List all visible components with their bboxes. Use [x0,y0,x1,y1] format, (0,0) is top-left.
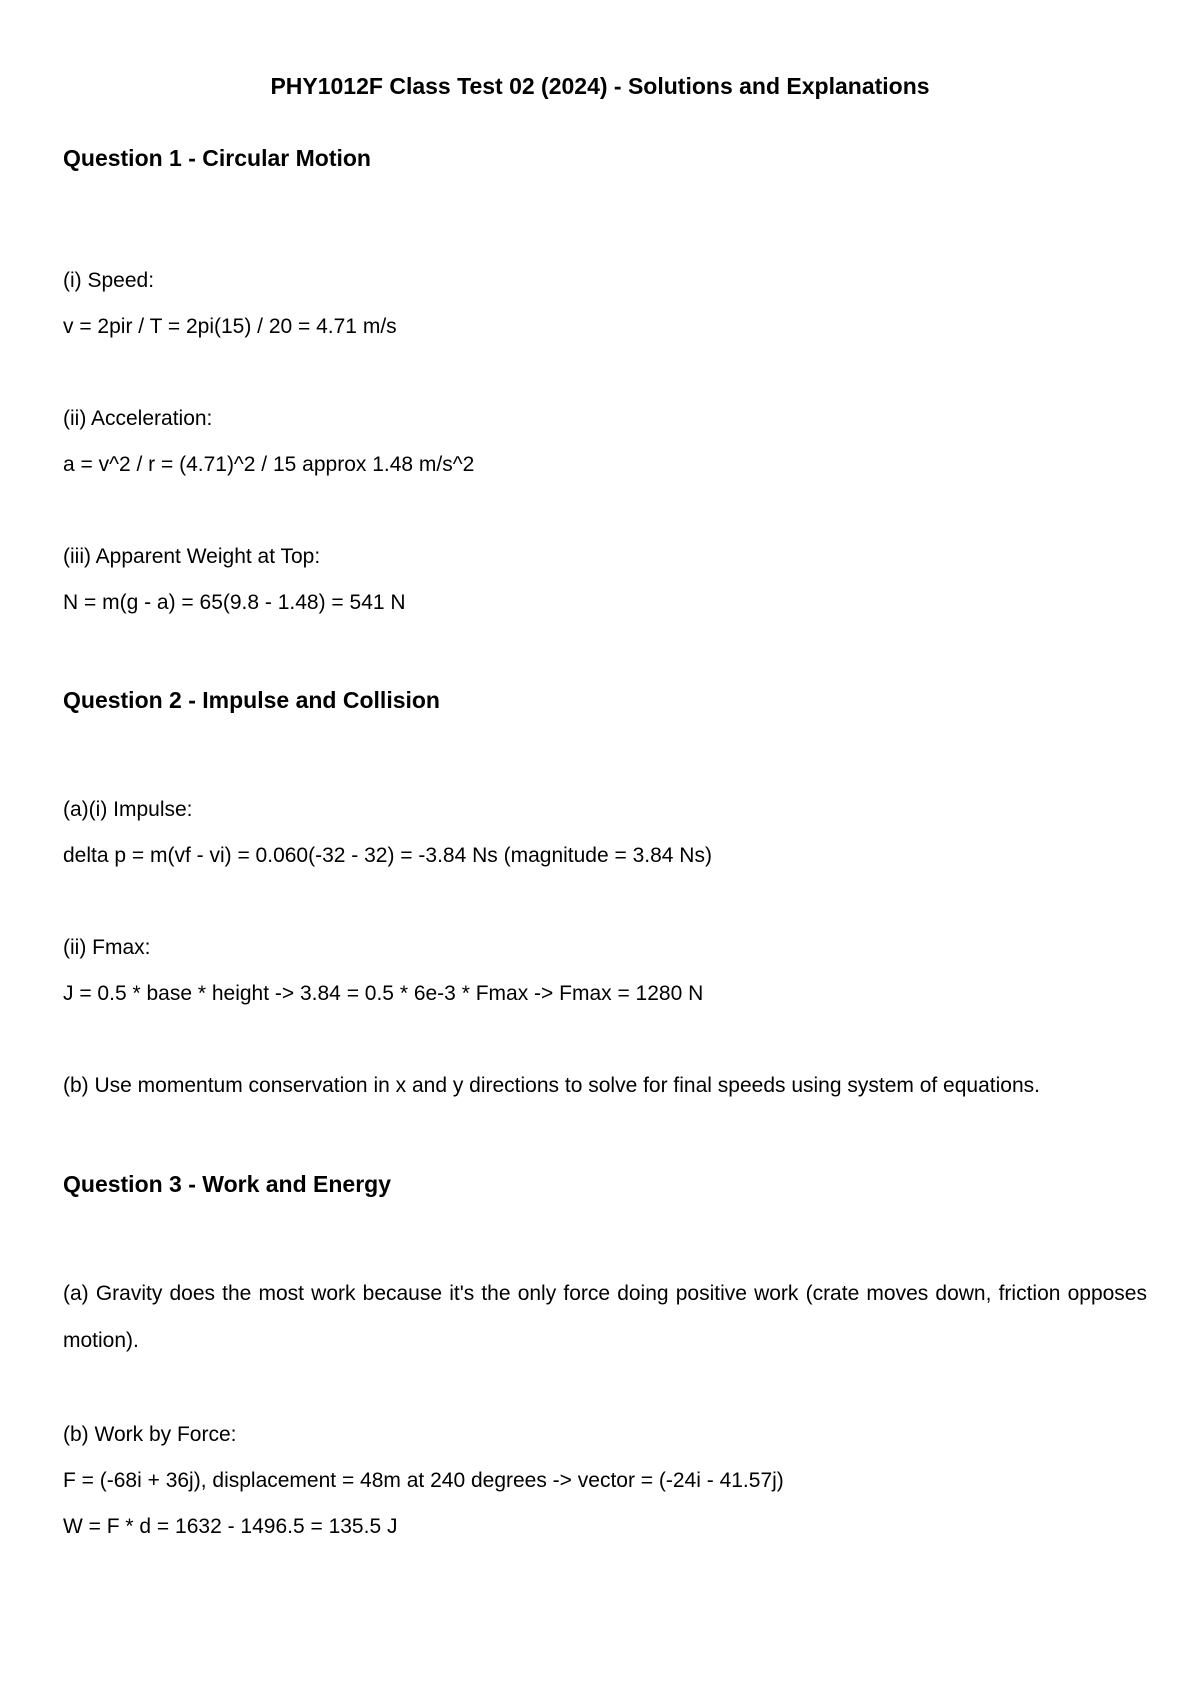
q3-a-text: (a) Gravity does the most work because it's the only force doing positive work (crate moves down, friction opposes motion). [63,1282,1147,1352]
document-title: PHY1012F Class Test 02 (2024) - Solutions and Explanations [270,73,930,99]
q1-ii-equation: a = v^2 / r = (4.71)^2 / 15 approx 1.48 m/s^2 [63,453,475,476]
q3-b-equation-1: F = (-68i + 36j), displacement = 48m at 240 degrees -> vector = (-24i - 41.57j) [63,1469,784,1492]
q2-ai-equation: delta p = m(vf - vi) = 0.060(-32 - 32) = -3.84 Ns (magnitude = 3.84 Ns) [63,844,712,867]
q2-b-text: (b) Use momentum conservation in x and y directions to solve for final speeds using system of equations. [63,1074,1040,1097]
question-2-heading: Question 2 - Impulse and Collision [63,687,440,713]
q1-i-equation: v = 2pir / T = 2pi(15) / 20 = 4.71 m/s [63,315,397,338]
q2-ii-equation: J = 0.5 * base * height -> 3.84 = 0.5 * 6e-3 * Fmax -> Fmax = 1280 N [63,982,704,1005]
question-3-heading: Question 3 - Work and Energy [63,1171,392,1197]
q3-b-label: (b) Work by Force: [63,1423,237,1446]
q1-iii-equation: N = m(g - a) = 65(9.8 - 1.48) = 541 N [63,591,406,614]
question-1-heading: Question 1 - Circular Motion [63,145,371,171]
q2-ai-label: (a)(i) Impulse: [63,798,193,821]
q1-i-label: (i) Speed: [63,269,155,292]
q2-ii-label: (ii) Fmax: [63,936,151,959]
q1-iii-label: (iii) Apparent Weight at Top: [63,545,321,568]
q1-ii-label: (ii) Acceleration: [63,407,213,430]
q3-b-equation-2: W = F * d = 1632 - 1496.5 = 135.5 J [63,1515,398,1538]
